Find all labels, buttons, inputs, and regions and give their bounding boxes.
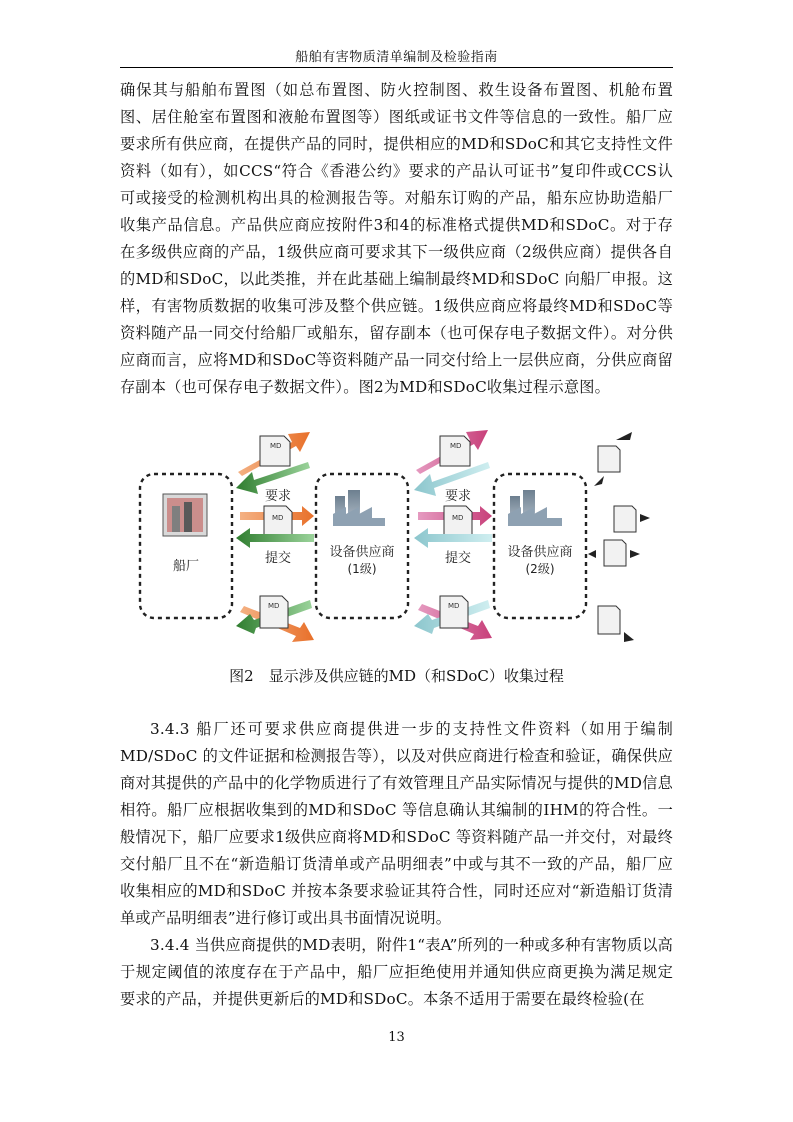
document-icon-right-top: [594, 432, 632, 486]
document-icon-mid-2: [444, 506, 472, 536]
supplier-1-label-line2: (1级): [347, 562, 377, 576]
svg-text:MD: MD: [268, 602, 280, 610]
svg-text:MD: MD: [272, 514, 284, 522]
page-number: 13: [388, 1030, 405, 1045]
figure-2-diagram: [120, 410, 655, 655]
document-icon-mid-1: [264, 506, 292, 536]
supply-chain-diagram: [120, 410, 655, 655]
svg-text:MD: MD: [448, 602, 460, 610]
request-label-2: 要求: [444, 489, 472, 504]
document-icon-top-1: [260, 436, 290, 466]
supplier-2-label-line1: 设备供应商: [507, 545, 573, 560]
running-header: 船舶有害物质清单编制及检验指南: [295, 50, 498, 65]
header-rule: [120, 67, 673, 68]
supplier-1-label-line1: 设备供应商: [329, 545, 395, 560]
document-icon-bottom-2: [440, 596, 468, 628]
submit-label-2: 提交: [444, 551, 472, 566]
paragraph-section-3-4-3: 3.4.3 船厂还可要求供应商提供进一步的支持性文件资料（如用于编制MD/SDoC 的文件证据和检测报告等），以及对供应商进行检查和验证，确保供应商对其提供的产品中的化学物质进行了有效管理且产品实际情况与提供的MD信息相符。船厂应根据收集到的MD和SDoC 等信息确认其编制的IHM的符合性。一般情况下，船厂应要求1级供应商将MD和SDoC 等资料随产品一并交付，对最终交付船厂且不在“新造船订货清单或产品明细表”中或与其不一致的产品，船厂应收集相应的MD和SDoC 并按本条要求验证其符合性，同时还应对“新造船订货清单或产品明细表”进行修订或出具书面情况说明。: [120, 720, 673, 927]
paragraph-section-3-4-4: 3.4.4 当供应商提供的MD表明，附件1“表A”所列的一种或多种有害物质以高于规定阈值的浓度存在于产品中，船厂应拒绝使用并通知供应商更换为满足规定要求的产品，并提供更新后的MD和SDoC。本条不适用于需要在最终检验(在: [120, 936, 673, 1008]
svg-text:MD: MD: [270, 442, 282, 450]
request-label-1: 要求: [264, 489, 292, 504]
document-icon-right-bottom: [598, 606, 634, 642]
document-icon-bottom-1: [260, 596, 288, 628]
supplier-2-label-line2: (2级): [525, 562, 555, 576]
shipyard-label: 船厂: [172, 559, 200, 574]
svg-text:MD: MD: [452, 514, 464, 522]
svg-text:MD: MD: [450, 442, 462, 450]
paragraph-1: 确保其与船舶布置图（如总布置图、防火控制图、救生设备布置图、机舱布置图、居住舱室布置图和液舱布置图等）图纸或证书文件等信息的一致性。船厂应要求所有供应商，在提供产品的同时，提供相应的MD和SDoC和其它支持性文件资料（如有），如CCS“符合《香港公约》要求的产品认可证书”复印件或CCS认可或接受的检测机构出具的检测报告等。对船东订购的产品，船东应协助造船厂收集产品信息。产品供应商应按附件3和4的标准格式提供MD和SDoC。对于存在多级供应商的产品，1级供应商可要求其下一级供应商（2级供应商）提供各自的MD和SDoC，以此类推，并在此基础上编制最终MD和SDoC 向船厂申报。这样，有害物质数据的收集可涉及整个供应链。1级供应商应将最终MD和SDoC等资料随产品一同交付给船厂或船东，留存副本（也可保存电子数据文件）。对分供应商而言，应将MD和SDoC等资料随产品一同交付给上一层供应商，分供应商留存副本（也可保存电子数据文件）。图2为MD和SDoC收集过程示意图。: [120, 81, 673, 396]
document-icon-right-upper: [614, 506, 650, 532]
submit-label-1: 提交: [264, 551, 292, 566]
document-icon-top-2: [440, 436, 470, 466]
figure-caption: 图2 显示涉及供应链的MD（和SDoC）收集过程: [229, 667, 564, 685]
document-icon-right-lower: [588, 540, 640, 566]
